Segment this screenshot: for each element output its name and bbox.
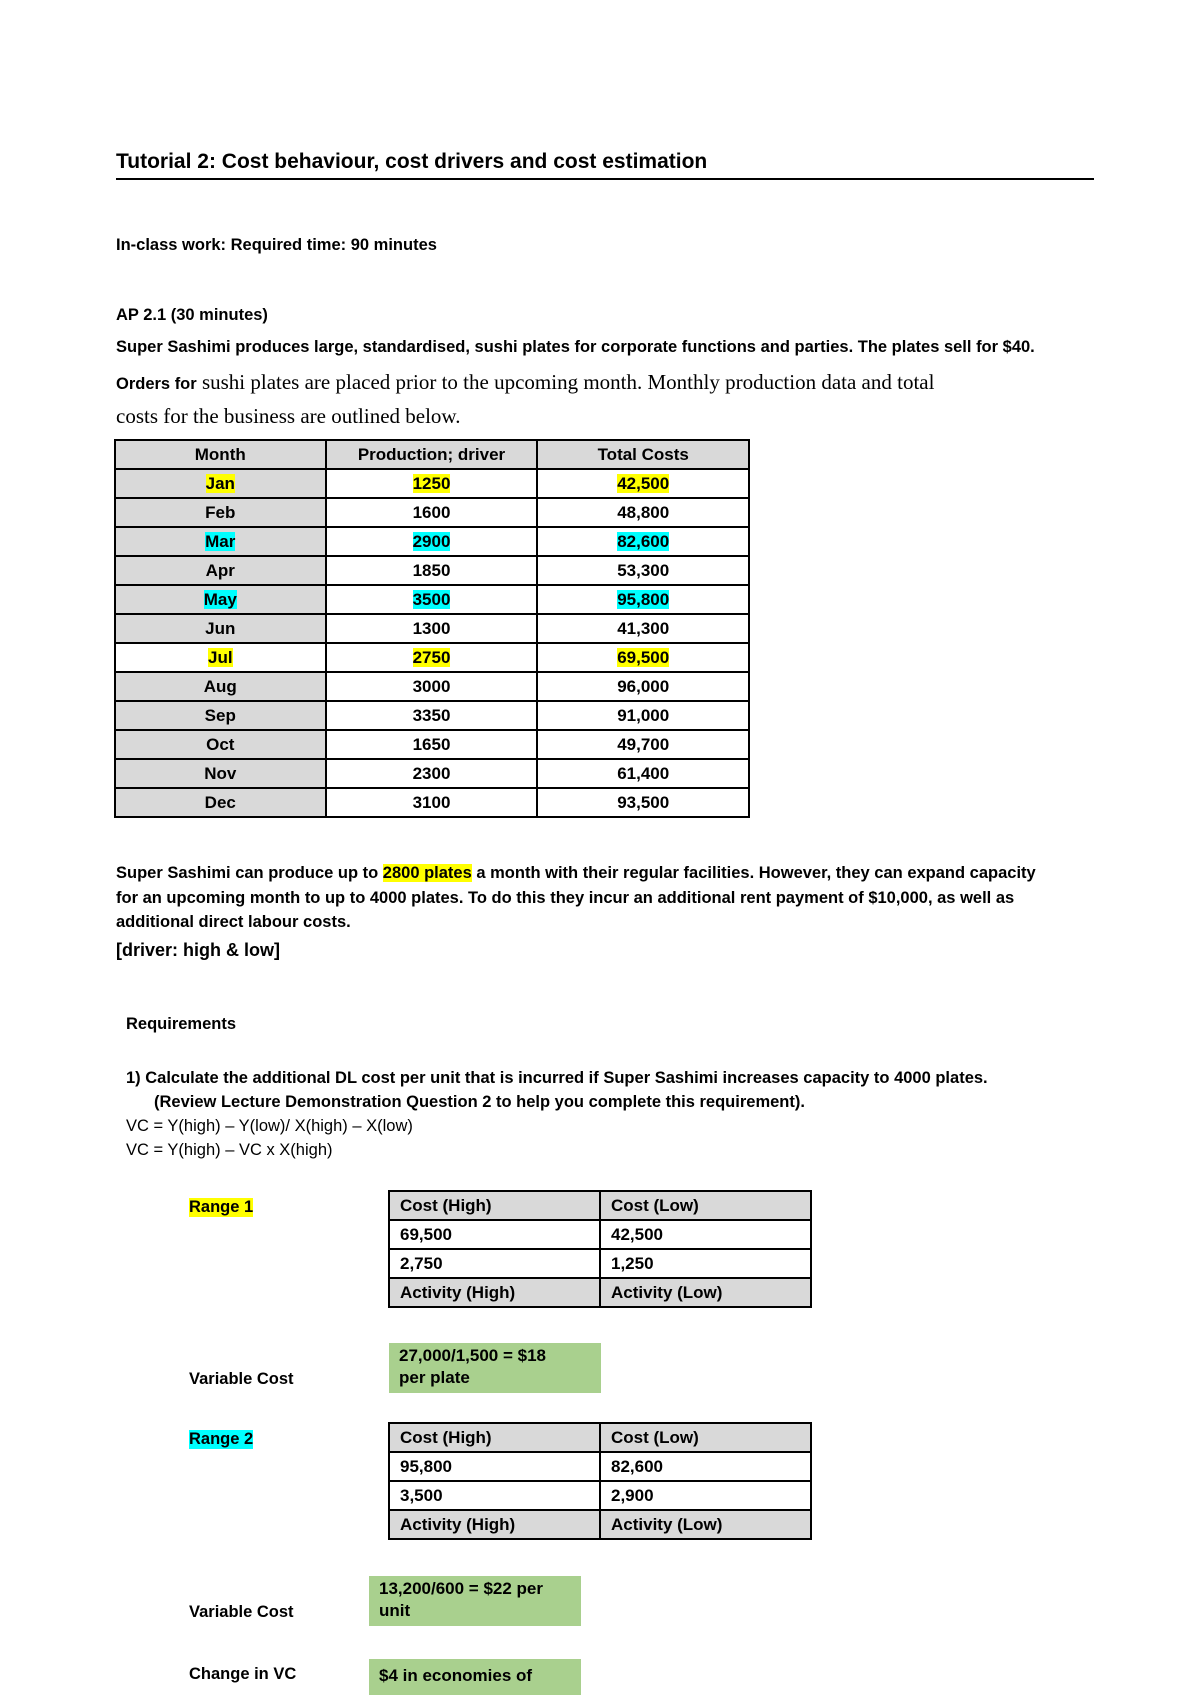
capacity-line-3: additional direct labour costs.	[116, 913, 351, 931]
table-row	[389, 1452, 811, 1481]
range-2-activity-low: 2,900	[600, 1481, 811, 1510]
table-row	[389, 1249, 811, 1278]
production-cell-text: 1850	[412, 560, 451, 580]
range-1-label: Range 1	[189, 1198, 254, 1216]
range-2-label: Range 2	[189, 1430, 254, 1448]
month-cell	[115, 556, 326, 585]
month-cell-text: Mar	[205, 531, 236, 551]
intro-line-2-rest: sushi plates are placed prior to the upcoming month. Monthly production data and total	[196, 370, 935, 394]
production-cell-text: 2300	[412, 763, 451, 783]
month-cell	[115, 788, 326, 817]
month-cell	[115, 730, 326, 759]
range-2-variable-cost-box	[369, 1576, 581, 1626]
table-row	[115, 730, 749, 759]
table-row	[389, 1278, 811, 1307]
production-cell	[326, 701, 538, 730]
range-2-table	[388, 1422, 812, 1540]
month-cell-text: Jan	[205, 473, 235, 493]
total-cost-cell	[537, 469, 749, 498]
month-cell-text: Aug	[203, 676, 237, 696]
total-cost-cell-text: 93,500	[617, 792, 670, 812]
total-cost-cell-text: 82,600	[617, 531, 670, 551]
total-cost-cell	[537, 759, 749, 788]
requirements-heading: Requirements	[126, 1015, 237, 1033]
range-2-cost-high: 95,800	[389, 1452, 600, 1481]
month-cell	[115, 701, 326, 730]
table-row	[115, 759, 749, 788]
month-cell	[115, 759, 326, 788]
total-cost-cell	[537, 585, 749, 614]
range-2-variable-cost-label: Variable Cost	[189, 1603, 294, 1621]
range-2-activity-high: 3,500	[389, 1481, 600, 1510]
range-1-activity-high: 2,750	[389, 1249, 600, 1278]
month-cell	[115, 614, 326, 643]
production-cell-text: 3000	[412, 676, 451, 696]
production-cell-text: 3500	[412, 589, 451, 609]
range-1-cost-low: 42,500	[600, 1220, 811, 1249]
range-2-cost-high-header: Cost (High)	[389, 1423, 600, 1452]
total-cost-cell	[537, 730, 749, 759]
month-cell	[115, 585, 326, 614]
month-cell-text: Nov	[204, 763, 237, 783]
requirement-1: 1) Calculate the additional DL cost per unit that is incurred if Super Sashimi increases capacity to 4000 plates.	[126, 1069, 988, 1087]
range-1-activity-high-header: Activity (High)	[389, 1278, 600, 1307]
month-cell-text: Oct	[206, 734, 235, 754]
production-cell	[326, 498, 538, 527]
production-cell-text: 1650	[412, 734, 451, 754]
capacity-highlight: 2800 plates	[382, 864, 472, 882]
total-cost-cell-text: 95,800	[617, 589, 670, 609]
table-row	[115, 498, 749, 527]
production-cell	[326, 788, 538, 817]
header-month: Month	[115, 440, 326, 469]
month-cell-text: Sep	[204, 705, 236, 725]
total-cost-cell-text: 53,300	[617, 560, 670, 580]
range-1-variable-cost-box	[389, 1343, 601, 1393]
range-2-activity-low-header: Activity (Low)	[600, 1510, 811, 1539]
range-2-vc-line-2: unit	[379, 1601, 411, 1620]
page-title: Tutorial 2: Cost behaviour, cost drivers and cost estimation	[116, 150, 708, 173]
ap-heading: AP 2.1 (30 minutes)	[116, 306, 268, 324]
production-cost-table	[114, 439, 750, 818]
range-1-cost-high: 69,500	[389, 1220, 600, 1249]
capacity-pre: Super Sashimi can produce up to	[116, 864, 383, 882]
change-in-vc-box: $4 in economies of	[369, 1659, 581, 1695]
month-cell-text: Feb	[205, 502, 236, 522]
table-row	[115, 585, 749, 614]
production-cell	[326, 527, 538, 556]
capacity-line-2: for an upcoming month to up to 4000 plates. To do this they incur an additional rent payment of $10,000, as well as	[116, 889, 1015, 907]
total-cost-cell-text: 48,800	[617, 502, 670, 522]
range-1-variable-cost-label: Variable Cost	[189, 1370, 294, 1388]
range-2-cost-low: 82,600	[600, 1452, 811, 1481]
month-cell-text: Dec	[204, 792, 236, 812]
month-cell	[115, 527, 326, 556]
table-row	[115, 469, 749, 498]
intro-line-2	[116, 370, 934, 395]
production-cell-text: 1300	[412, 618, 451, 638]
change-in-vc-label: Change in VC	[189, 1665, 297, 1683]
table-row	[115, 701, 749, 730]
range-2-activity-high-header: Activity (High)	[389, 1510, 600, 1539]
formula-2: VC = Y(high) – VC x X(high)	[126, 1141, 333, 1159]
month-cell	[115, 672, 326, 701]
total-cost-cell	[537, 701, 749, 730]
production-cell	[326, 585, 538, 614]
table-row	[389, 1510, 811, 1539]
total-cost-cell-text: 91,000	[617, 705, 670, 725]
production-cell-text: 2750	[412, 647, 451, 667]
production-cell	[326, 730, 538, 759]
range-1-table	[388, 1190, 812, 1308]
production-cell-text: 3350	[412, 705, 451, 725]
month-cell	[115, 643, 326, 672]
table-row	[115, 643, 749, 672]
production-cell-text: 2900	[412, 531, 451, 551]
table-row	[389, 1191, 811, 1220]
intro-line-2-bold: Orders for	[116, 375, 197, 393]
formula-1: VC = Y(high) – Y(low)/ X(high) – X(low)	[126, 1117, 413, 1135]
total-cost-cell-text: 96,000	[617, 676, 670, 696]
total-cost-cell-text: 41,300	[617, 618, 670, 638]
intro-line-1: Super Sashimi produces large, standardised, sushi plates for corporate functions and parties. The plates sell for $40.	[116, 338, 1035, 356]
total-cost-cell	[537, 556, 749, 585]
header-total-costs: Total Costs	[537, 440, 749, 469]
production-cell	[326, 672, 538, 701]
total-cost-cell-text: 49,700	[617, 734, 670, 754]
requirement-1-sub: (Review Lecture Demonstration Question 2 to help you complete this requirement).	[154, 1093, 805, 1111]
total-cost-cell	[537, 614, 749, 643]
production-cell	[326, 759, 538, 788]
month-cell-text: Jul	[207, 647, 233, 667]
range-1-activity-low-header: Activity (Low)	[600, 1278, 811, 1307]
total-cost-cell	[537, 672, 749, 701]
month-cell-text: Apr	[205, 560, 235, 580]
table-row	[115, 672, 749, 701]
production-cell	[326, 643, 538, 672]
range-1-cost-low-header: Cost (Low)	[600, 1191, 811, 1220]
range-1-cost-high-header: Cost (High)	[389, 1191, 600, 1220]
capacity-line-1	[116, 864, 1036, 883]
range-1-activity-low: 1,250	[600, 1249, 811, 1278]
table-row	[389, 1220, 811, 1249]
driver-note: [driver: high & low]	[116, 940, 280, 960]
total-cost-cell-text: 42,500	[617, 473, 670, 493]
table-row	[115, 614, 749, 643]
header-production: Production; driver	[326, 440, 538, 469]
production-cell-text: 1250	[412, 473, 451, 493]
total-cost-cell	[537, 498, 749, 527]
month-cell-text: Jun	[205, 618, 236, 638]
range-2-cost-low-header: Cost (Low)	[600, 1423, 811, 1452]
production-cell-text: 1600	[412, 502, 451, 522]
month-cell	[115, 498, 326, 527]
intro-line-3: costs for the business are outlined below.	[116, 404, 461, 428]
total-cost-cell-text: 61,400	[617, 763, 670, 783]
capacity-post: a month with their regular facilities. However, they can expand capacity	[471, 864, 1036, 882]
table-row	[389, 1481, 811, 1510]
table-row	[115, 788, 749, 817]
table-row	[115, 527, 749, 556]
total-cost-cell	[537, 527, 749, 556]
total-cost-cell-text: 69,500	[617, 647, 670, 667]
table-row	[389, 1423, 811, 1452]
inclass-heading: In-class work: Required time: 90 minutes	[116, 236, 437, 254]
production-cell	[326, 556, 538, 585]
table-row	[115, 556, 749, 585]
month-cell-text: May	[203, 589, 237, 609]
range-2-vc-line-1: 13,200/600 = $22 per	[379, 1579, 543, 1598]
production-cell-text: 3100	[412, 792, 451, 812]
title-underline	[116, 178, 1094, 180]
total-cost-cell	[537, 788, 749, 817]
range-1-vc-line-2: per plate	[399, 1368, 470, 1387]
total-cost-cell	[537, 643, 749, 672]
range-1-vc-line-1: 27,000/1,500 = $18	[399, 1346, 546, 1365]
table-header-row	[115, 440, 749, 469]
production-cell	[326, 469, 538, 498]
production-cell	[326, 614, 538, 643]
month-cell	[115, 469, 326, 498]
